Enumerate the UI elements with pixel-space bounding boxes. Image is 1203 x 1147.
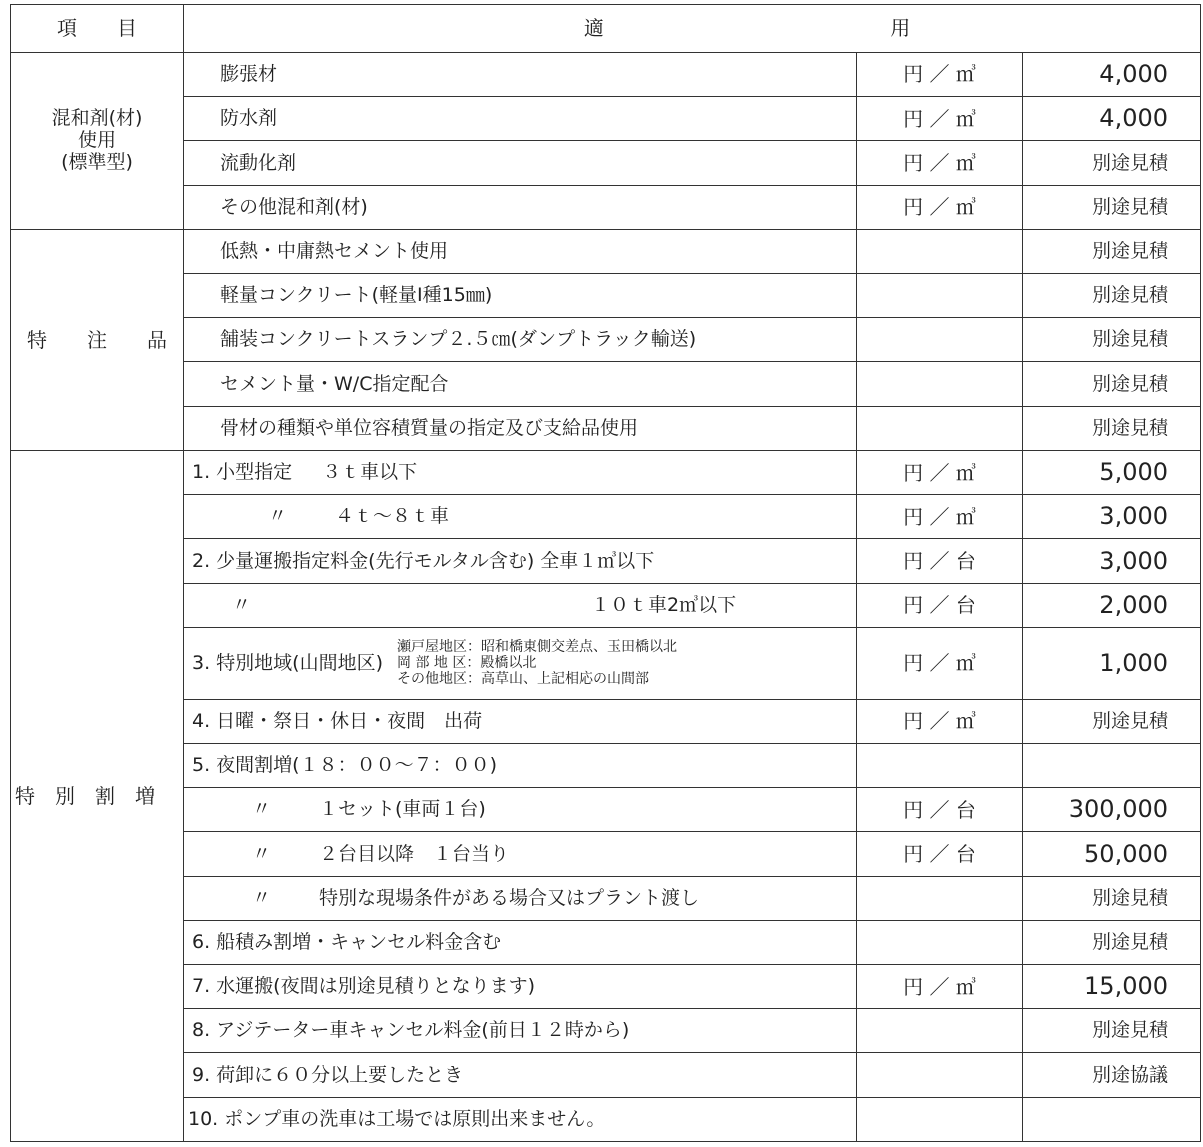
table-row xyxy=(11,141,1201,185)
row-unit xyxy=(857,318,1023,362)
row-unit xyxy=(857,876,1023,920)
row-price: 2,000 xyxy=(1023,583,1201,627)
row-price: 5,000 xyxy=(1023,450,1201,494)
row-desc: 10. ポンプ車の洗車は工場では原則出来ません。 xyxy=(184,1097,857,1141)
row-price: 別途見積 xyxy=(1023,699,1201,743)
row-unit: 円 ／ 台 xyxy=(857,788,1023,832)
row-price: 別途見積 xyxy=(1023,229,1201,273)
row-desc: 8. アジテーター車キャンセル料金(前日１２時から) xyxy=(184,1009,857,1053)
table-row xyxy=(11,273,1201,317)
row-unit: 円 ／ ㎥ xyxy=(857,141,1023,185)
row-desc: 6. 船積み割増・キャンセル料金含む xyxy=(184,920,857,964)
row-desc: 軽量コンクリート(軽量Ⅰ種15㎜) xyxy=(184,273,857,317)
row-desc: セメント量・W/C指定配合 xyxy=(184,362,857,406)
row-price: 15,000 xyxy=(1023,965,1201,1009)
row-price: 別途協議 xyxy=(1023,1053,1201,1097)
row-unit xyxy=(857,1097,1023,1141)
table-row xyxy=(11,699,1201,743)
row-unit xyxy=(857,406,1023,450)
table-row xyxy=(11,450,1201,494)
table-row xyxy=(11,743,1201,787)
row-price: 4,000 xyxy=(1023,97,1201,141)
table-row xyxy=(11,1009,1201,1053)
header-apply-left: 適 xyxy=(583,16,604,41)
row-desc-b: １セット(車両１台) xyxy=(319,798,486,821)
row-unit: 円 ／ ㎥ xyxy=(857,52,1023,96)
row-unit xyxy=(857,229,1023,273)
row-desc: 防水剤 xyxy=(184,97,857,141)
row-price: 別途見積 xyxy=(1023,406,1201,450)
table-row xyxy=(11,1053,1201,1097)
row-price: 1,000 xyxy=(1023,627,1201,699)
row-desc-a: 1. 小型指定 xyxy=(192,461,293,484)
row-unit: 円 ／ ㎥ xyxy=(857,965,1023,1009)
row-desc xyxy=(184,627,857,699)
header-apply xyxy=(184,5,1201,53)
ditto-mark: 〃 xyxy=(268,505,288,528)
table-row xyxy=(11,832,1201,876)
table-row xyxy=(11,52,1201,96)
row-desc: 流動化剤 xyxy=(184,141,857,185)
row-unit: 円 ／ ㎥ xyxy=(857,450,1023,494)
row-price: 3,000 xyxy=(1023,539,1201,583)
row-price xyxy=(1023,743,1201,787)
row-desc-b: 特別な現場条件がある場合又はプラント渡し xyxy=(319,886,700,909)
category-mix-line3: (標準型) xyxy=(61,150,133,173)
table-row xyxy=(11,1097,1201,1141)
row-unit: 円 ／ 台 xyxy=(857,539,1023,583)
row-unit xyxy=(857,743,1023,787)
table-row xyxy=(11,406,1201,450)
table-row xyxy=(11,495,1201,539)
row-price: 別途見積 xyxy=(1023,318,1201,362)
table-row xyxy=(11,920,1201,964)
category-mix xyxy=(11,52,184,229)
row-desc-b: ３ｔ車以下 xyxy=(322,461,418,484)
row-unit xyxy=(857,1009,1023,1053)
header-row xyxy=(11,5,1201,53)
row-desc-b: ４ｔ～８ｔ車 xyxy=(335,505,450,528)
table-row xyxy=(11,318,1201,362)
row-desc: 5. 夜間割増(１８：００～７：００) xyxy=(184,743,857,787)
category-special: 特 注 品 xyxy=(11,229,184,450)
ditto-mark: 〃 xyxy=(252,886,272,909)
area-wrap xyxy=(192,639,856,687)
row-desc: 舗装コンクリートスランプ２.５㎝(ダンプトラック輸送) xyxy=(184,318,857,362)
row-unit xyxy=(857,362,1023,406)
row-unit: 円 ／ ㎥ xyxy=(857,699,1023,743)
row-unit: 円 ／ 台 xyxy=(857,583,1023,627)
row-price: 別途見積 xyxy=(1023,273,1201,317)
row-desc: 膨張材 xyxy=(184,52,857,96)
row-desc xyxy=(184,583,857,627)
table-row xyxy=(11,788,1201,832)
row-unit: 円 ／ ㎥ xyxy=(857,495,1023,539)
row-desc: 2. 少量運搬指定料金(先行モルタル含む) 全車１㎥以下 xyxy=(184,539,857,583)
table-row xyxy=(11,583,1201,627)
row-desc: 4. 日曜・祭日・休日・夜間 出荷 xyxy=(184,699,857,743)
row-desc xyxy=(184,788,857,832)
row-price: 別途見積 xyxy=(1023,141,1201,185)
row-unit: 円 ／ ㎥ xyxy=(857,97,1023,141)
ditto-mark: 〃 xyxy=(252,798,272,821)
row-unit: 円 ／ ㎥ xyxy=(857,627,1023,699)
row-price xyxy=(1023,1097,1201,1141)
area-line: 岡 部 地 区：殿橋以北 xyxy=(397,655,537,672)
header-item: 項 目 xyxy=(11,5,184,53)
table-row xyxy=(11,539,1201,583)
row-desc xyxy=(184,495,857,539)
row-desc-main: 3. 特別地域(山間地区) xyxy=(192,651,383,674)
header-apply-right: 用 xyxy=(890,16,911,41)
table-row xyxy=(11,362,1201,406)
row-desc: 骨材の種類や単位容積質量の指定及び支給品使用 xyxy=(184,406,857,450)
area-line: 瀬戸屋地区：昭和橋東側交差点、玉田橋以北 xyxy=(397,639,677,656)
row-price: 別途見積 xyxy=(1023,876,1201,920)
row-price: 3,000 xyxy=(1023,495,1201,539)
price-table-sheet xyxy=(10,4,1203,1143)
category-mix-line1: 混和剤(材) xyxy=(51,107,143,130)
table-row xyxy=(11,876,1201,920)
row-price: 300,000 xyxy=(1023,788,1201,832)
table-row xyxy=(11,965,1201,1009)
row-desc: 9. 荷卸に６０分以上要したとき xyxy=(184,1053,857,1097)
ditto-mark: 〃 xyxy=(252,842,272,865)
row-unit: 円 ／ ㎥ xyxy=(857,185,1023,229)
row-price: 別途見積 xyxy=(1023,920,1201,964)
row-desc xyxy=(184,876,857,920)
row-desc: 7. 水運搬(夜間は別途見積りとなります) xyxy=(184,965,857,1009)
price-table xyxy=(10,4,1201,1142)
area-list xyxy=(397,639,677,687)
row-price: 50,000 xyxy=(1023,832,1201,876)
table-row xyxy=(11,97,1201,141)
row-desc-b: １０ｔ車2㎥以下 xyxy=(591,593,737,616)
row-price: 別途見積 xyxy=(1023,1009,1201,1053)
table-row xyxy=(11,229,1201,273)
row-unit xyxy=(857,273,1023,317)
row-price: 4,000 xyxy=(1023,52,1201,96)
row-desc: 低熱・中庸熱セメント使用 xyxy=(184,229,857,273)
row-desc: その他混和剤(材) xyxy=(184,185,857,229)
row-unit xyxy=(857,1053,1023,1097)
ditto-mark: 〃 xyxy=(232,593,252,616)
row-unit: 円 ／ 台 xyxy=(857,832,1023,876)
category-mix-line2: 使用 xyxy=(77,128,116,151)
row-desc xyxy=(184,450,857,494)
row-unit xyxy=(857,920,1023,964)
table-row xyxy=(11,627,1201,699)
row-price: 別途見積 xyxy=(1023,362,1201,406)
row-desc-b: ２台目以降 １台当り xyxy=(319,842,510,865)
area-line: その他地区：高草山、上記相応の山間部 xyxy=(397,671,649,688)
table-row xyxy=(11,185,1201,229)
category-surcharge: 特 別 割 増 xyxy=(11,450,184,1141)
row-price: 別途見積 xyxy=(1023,185,1201,229)
row-desc xyxy=(184,832,857,876)
